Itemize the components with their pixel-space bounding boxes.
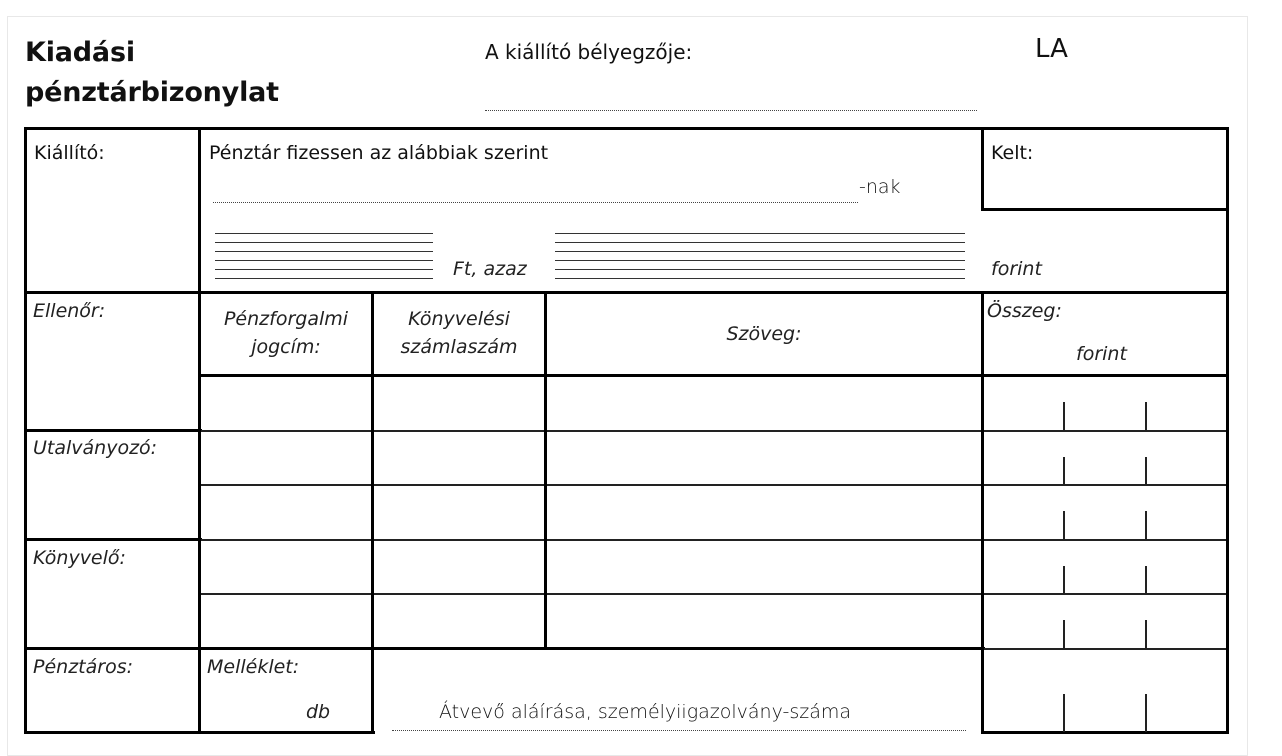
amount-cell[interactable] — [985, 486, 1225, 538]
transaction-type-cell[interactable] — [201, 377, 371, 429]
amount-words-suffix: forint — [991, 258, 1042, 280]
recipient-signature-label: Átvevő aláírása, személyiigazolvány-száma — [439, 701, 851, 723]
date-field[interactable] — [985, 175, 1225, 207]
transaction-type-cell[interactable] — [201, 595, 371, 647]
stamp-label: A kiállító bélyegzője: — [485, 40, 693, 64]
row-separator — [982, 648, 1227, 650]
digit-separator-tick — [1145, 566, 1147, 594]
issuer-label: Kiállító: — [34, 142, 105, 164]
recipient-signature-field[interactable] — [392, 730, 966, 731]
description-cell[interactable] — [547, 432, 981, 484]
amount-cell[interactable] — [985, 432, 1225, 484]
description-cell[interactable] — [547, 595, 981, 647]
title-line-2: pénztárbizonylat — [25, 77, 279, 108]
account-number-cell[interactable] — [374, 432, 544, 484]
digit-separator-tick — [1063, 457, 1065, 485]
attachment-label: Melléklet: — [207, 656, 300, 678]
digit-separator-tick — [1063, 511, 1065, 539]
account-number-cell[interactable] — [374, 595, 544, 647]
table-right-border — [1226, 127, 1229, 734]
amount-cell[interactable] — [985, 377, 1225, 429]
authorizer-label: Utalványozó: — [33, 437, 158, 459]
description-cell[interactable] — [547, 541, 981, 593]
utalvanyozo-bottom-border — [24, 538, 202, 541]
kelt-left-border — [981, 127, 984, 211]
digit-separator-tick — [1145, 620, 1147, 648]
top-section-bottom-border — [24, 291, 1229, 294]
amount-cell[interactable] — [985, 595, 1225, 647]
transaction-type-cell[interactable] — [201, 486, 371, 538]
digit-separator-tick — [1063, 620, 1065, 648]
digit-separator-tick — [1145, 457, 1147, 485]
payment-instruction: Pénztár fizessen az alábbiak szerint — [209, 142, 549, 164]
payee-suffix: -nak — [859, 176, 901, 198]
ellenor-bottom-border — [24, 429, 202, 432]
digit-separator-tick — [1063, 402, 1065, 430]
column-header-line: Könyvelési — [408, 308, 510, 330]
transaction-type-cell[interactable] — [201, 432, 371, 484]
form-code: LA — [1035, 34, 1068, 64]
date-label: Kelt: — [991, 142, 1034, 164]
transaction-type-cell[interactable] — [201, 541, 371, 593]
col-divider-4 — [981, 291, 984, 734]
document-title — [25, 33, 279, 113]
controller-label: Ellenőr: — [33, 300, 106, 322]
digit-separator-tick — [1145, 402, 1147, 430]
bookkeeper-label: Könyvelő: — [33, 547, 126, 569]
column-header-line: jogcím: — [251, 336, 321, 358]
amount-suffix: Ft, azaz — [453, 258, 527, 280]
account-number-cell[interactable] — [374, 486, 544, 538]
grid-bottom-border — [24, 647, 985, 650]
account-number-cell[interactable] — [374, 377, 544, 429]
amount-cell[interactable] — [985, 541, 1225, 593]
description-cell[interactable] — [547, 486, 981, 538]
column-header-description: Szöveg: — [726, 323, 802, 345]
kelt-bottom-border — [982, 208, 1229, 211]
digit-separator-tick — [1063, 566, 1065, 594]
footer-right-bottom-border — [982, 731, 1229, 734]
table-top-border — [24, 127, 1229, 130]
cashier-label: Pénztáros: — [33, 656, 133, 678]
table-left-border — [24, 127, 27, 734]
column-header-transaction-type — [201, 305, 371, 361]
attachment-count-field[interactable] — [205, 690, 300, 726]
attachment-unit: db — [306, 701, 331, 723]
title-line-1: Kiadási — [25, 37, 135, 68]
total-amount-field[interactable] — [985, 651, 1225, 731]
account-number-cell[interactable] — [374, 541, 544, 593]
payee-field[interactable] — [213, 202, 858, 203]
stamp-field[interactable] — [485, 110, 977, 111]
column-header-amount-unit: forint — [1076, 343, 1127, 365]
amount-words-field[interactable] — [555, 233, 965, 287]
column-header-account-number — [374, 305, 544, 361]
column-header-line: Pénzforgalmi — [223, 308, 349, 330]
column-header-line: számlaszám — [400, 336, 518, 358]
column-header-amount: Összeg: — [987, 300, 1062, 322]
digit-separator-tick — [1145, 511, 1147, 539]
description-cell[interactable] — [547, 377, 981, 429]
amount-figures-field[interactable] — [215, 233, 433, 287]
